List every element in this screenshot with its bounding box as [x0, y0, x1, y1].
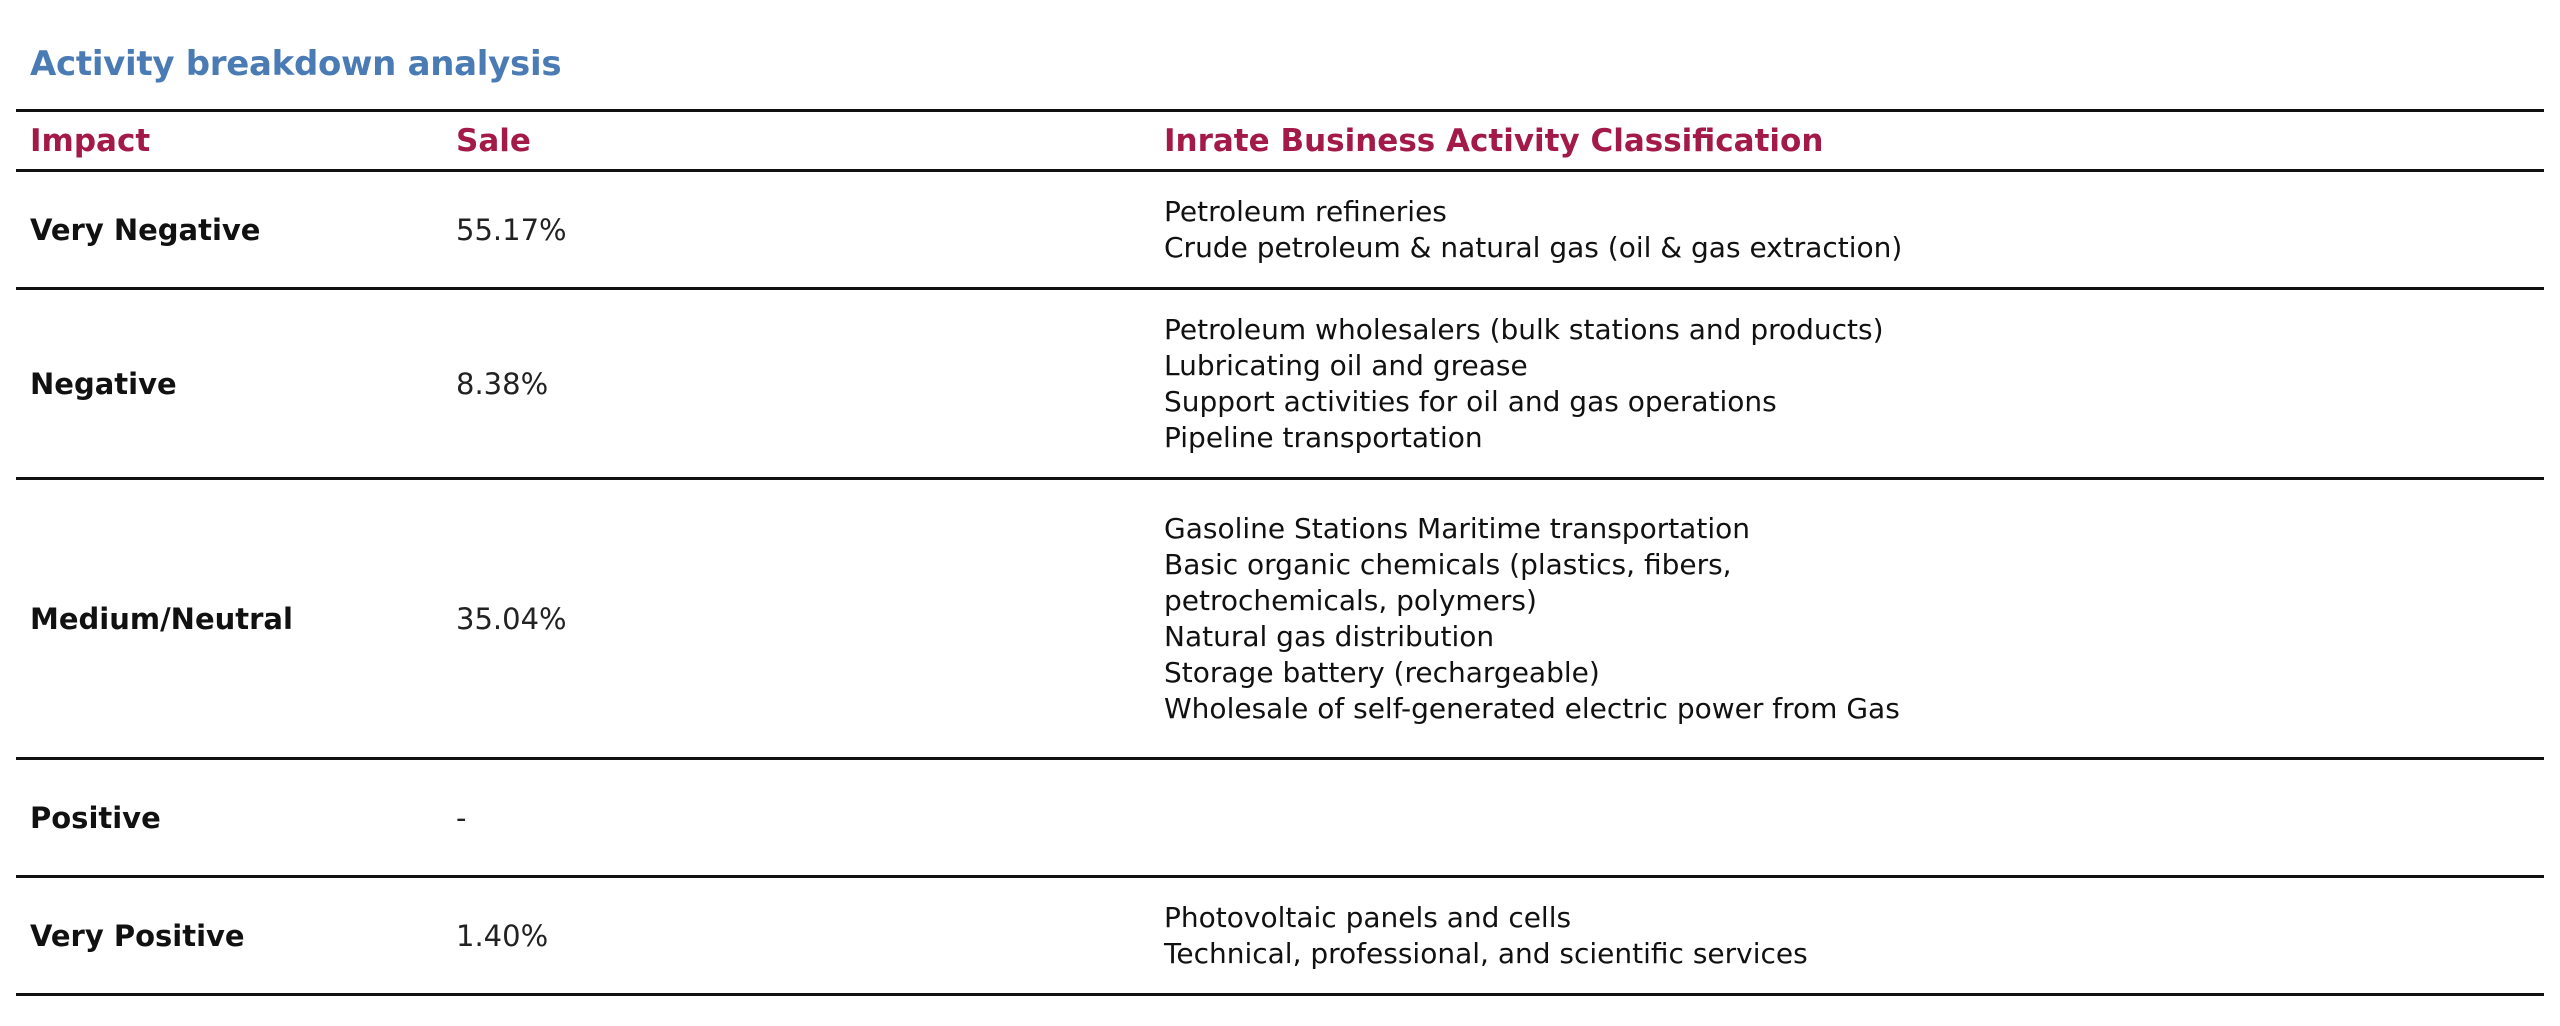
sale-value: 8.38% — [456, 366, 549, 401]
header-impact: Impact — [30, 122, 151, 159]
activity-item: Basic organic chemicals (plastics, fibers, — [1164, 547, 1732, 581]
activity-item: petrochemicals, polymers) — [1164, 583, 1537, 617]
page-title: Activity breakdown analysis — [30, 44, 562, 84]
activity-item: Petroleum refineries — [1164, 194, 1447, 228]
impact-label: Very Positive — [30, 918, 245, 953]
activity-item: Wholesale of self-generated electric power from Gas — [1164, 691, 1900, 725]
table-row — [16, 290, 2544, 480]
table-row — [16, 878, 2544, 996]
activity-item: Lubricating oil and grease — [1164, 348, 1528, 382]
activity-list — [1164, 194, 1902, 266]
impact-label: Medium/Neutral — [30, 601, 293, 636]
activity-item: Gasoline Stations Maritime transportation — [1164, 511, 1750, 545]
header-sale: Sale — [456, 122, 531, 159]
sale-value: - — [456, 800, 467, 835]
table-row — [16, 760, 2544, 878]
activity-item: Pipeline transportation — [1164, 420, 1483, 454]
activity-list — [1164, 312, 1884, 456]
activity-list — [1164, 511, 1900, 727]
activity-item: Petroleum wholesalers (bulk stations and products) — [1164, 312, 1884, 346]
sale-value: 1.40% — [456, 918, 549, 953]
activity-item: Storage battery (rechargeable) — [1164, 655, 1600, 689]
sale-value: 55.17% — [456, 212, 567, 247]
activity-breakdown-table — [16, 109, 2544, 996]
activity-item: Crude petroleum & natural gas (oil & gas extraction) — [1164, 230, 1903, 264]
header-classification: Inrate Business Activity Classification — [1164, 122, 1824, 159]
activity-item: Photovoltaic panels and cells — [1164, 900, 1572, 934]
table-row — [16, 480, 2544, 760]
activity-item: Technical, professional, and scientific services — [1164, 936, 1808, 970]
activity-list — [1164, 900, 1808, 972]
table-row — [16, 172, 2544, 290]
activity-item: Natural gas distribution — [1164, 619, 1495, 653]
sale-value: 35.04% — [456, 601, 567, 636]
table-header-row — [16, 112, 2544, 172]
activity-item: Support activities for oil and gas operations — [1164, 384, 1777, 418]
impact-label: Negative — [30, 366, 177, 401]
impact-label: Very Negative — [30, 212, 261, 247]
impact-label: Positive — [30, 800, 161, 835]
